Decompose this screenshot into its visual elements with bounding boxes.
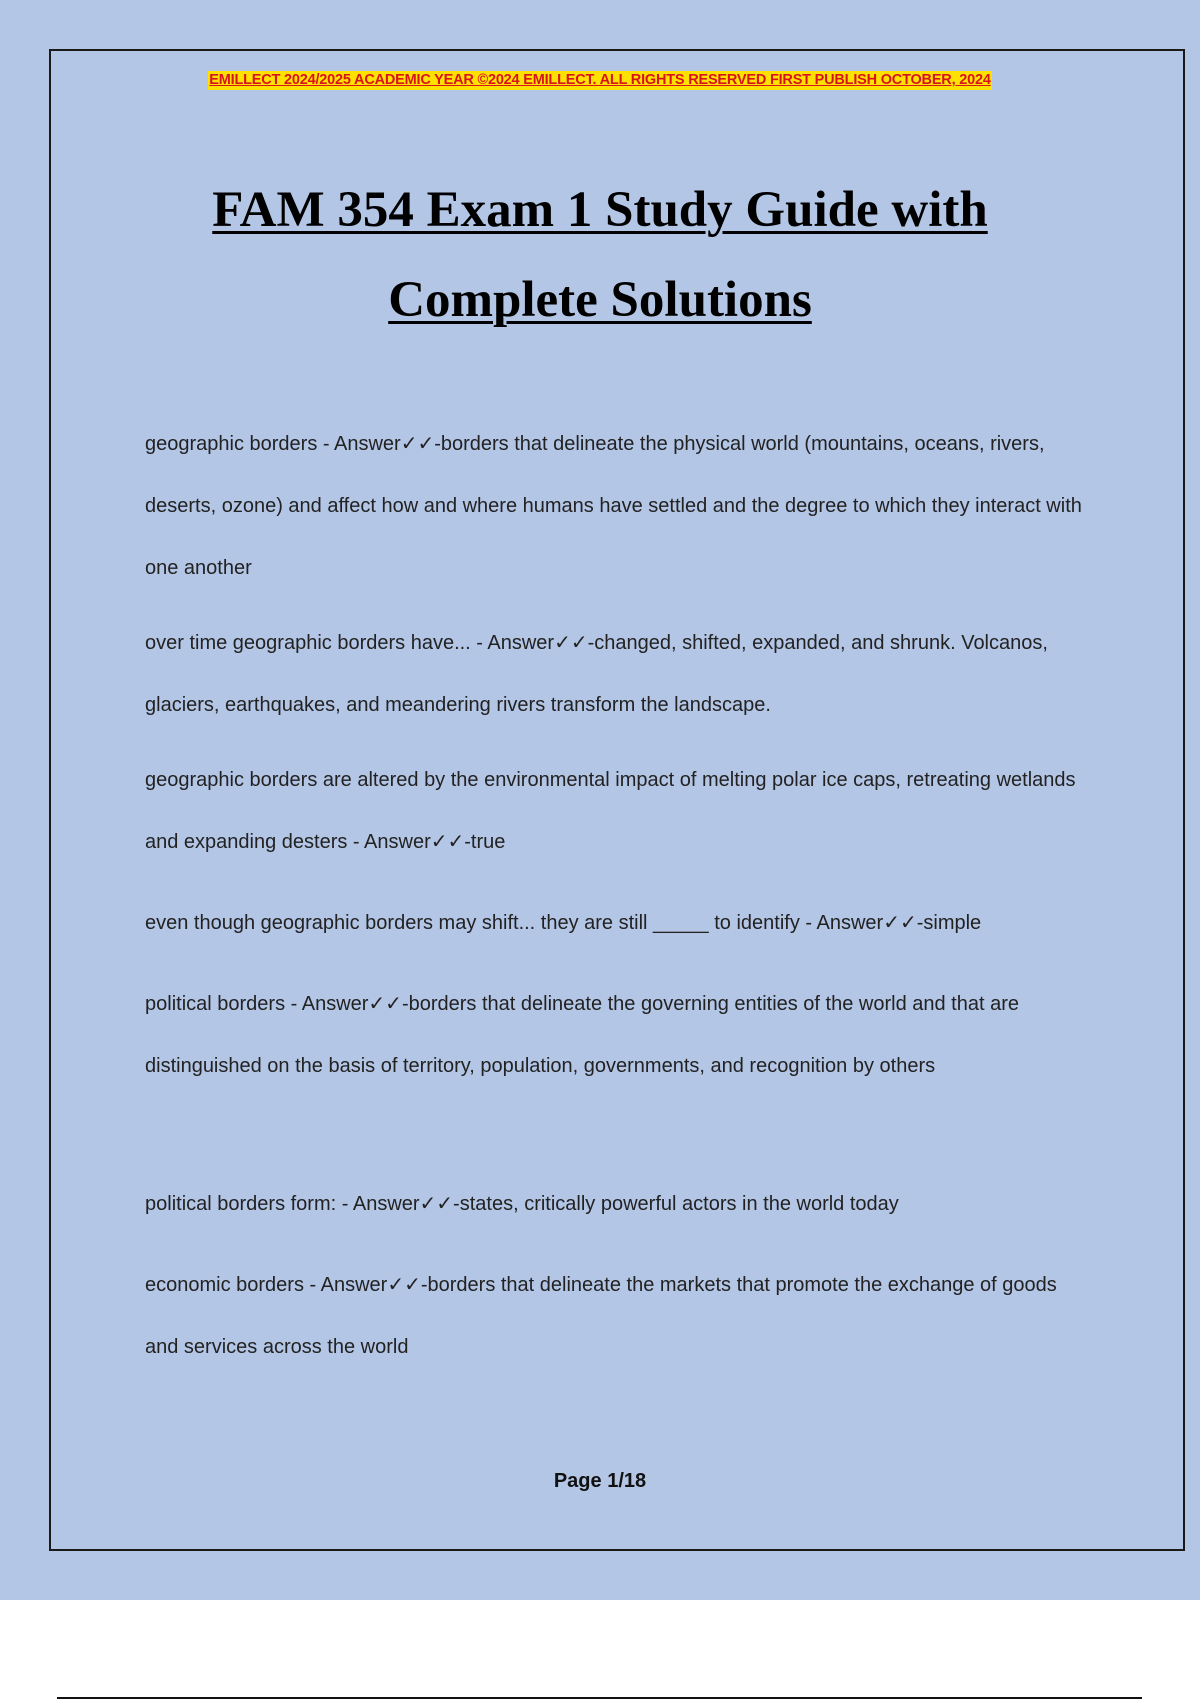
title-line-2: Complete Solutions [388,272,812,328]
copyright-banner [0,72,1200,88]
qa-item: even though geographic borders may shift... they are still _____ to identify - Answer✓✓-simple [145,912,982,934]
page-number: Page 1/18 [553,1470,647,1492]
copyright-banner-text: EMILLECT 2024/2025 ACADEMIC YEAR ©2024 EMILLECT. ALL RIGHTS RESERVED FIRST PUBLISH OCTOBER, 2024 [209,72,991,88]
qa-item: economic borders - Answer✓✓-borders that delineate the markets that promote the exchange of goods and services across the world [145,1274,1057,1358]
qa-item: political borders - Answer✓✓-borders that delineate the governing entities of the world and that are distinguished on the basis of territory, population, governments, and recognition by others [145,993,1020,1077]
bottom-divider [57,1697,1142,1699]
document-title [0,165,1200,345]
qa-item: geographic borders are altered by the environmental impact of melting polar ice caps, retreating wetlands and expanding desters - Answer✓✓-true [145,769,1076,853]
qa-item: over time geographic borders have... - Answer✓✓-changed, shifted, expanded, and shrunk. Volcanos, glaciers, earthquakes, and meandering rivers transform the landscape. [145,632,1048,716]
qa-item: political borders form: - Answer✓✓-states, critically powerful actors in the world today [145,1193,899,1215]
qa-item: geographic borders - Answer✓✓-borders that delineate the physical world (mountains, oceans, rivers, deserts, ozone) and affect how and where humans have settled and the degree to which they interact with one another [145,433,1082,579]
title-line-1: FAM 354 Exam 1 Study Guide with [212,182,988,238]
